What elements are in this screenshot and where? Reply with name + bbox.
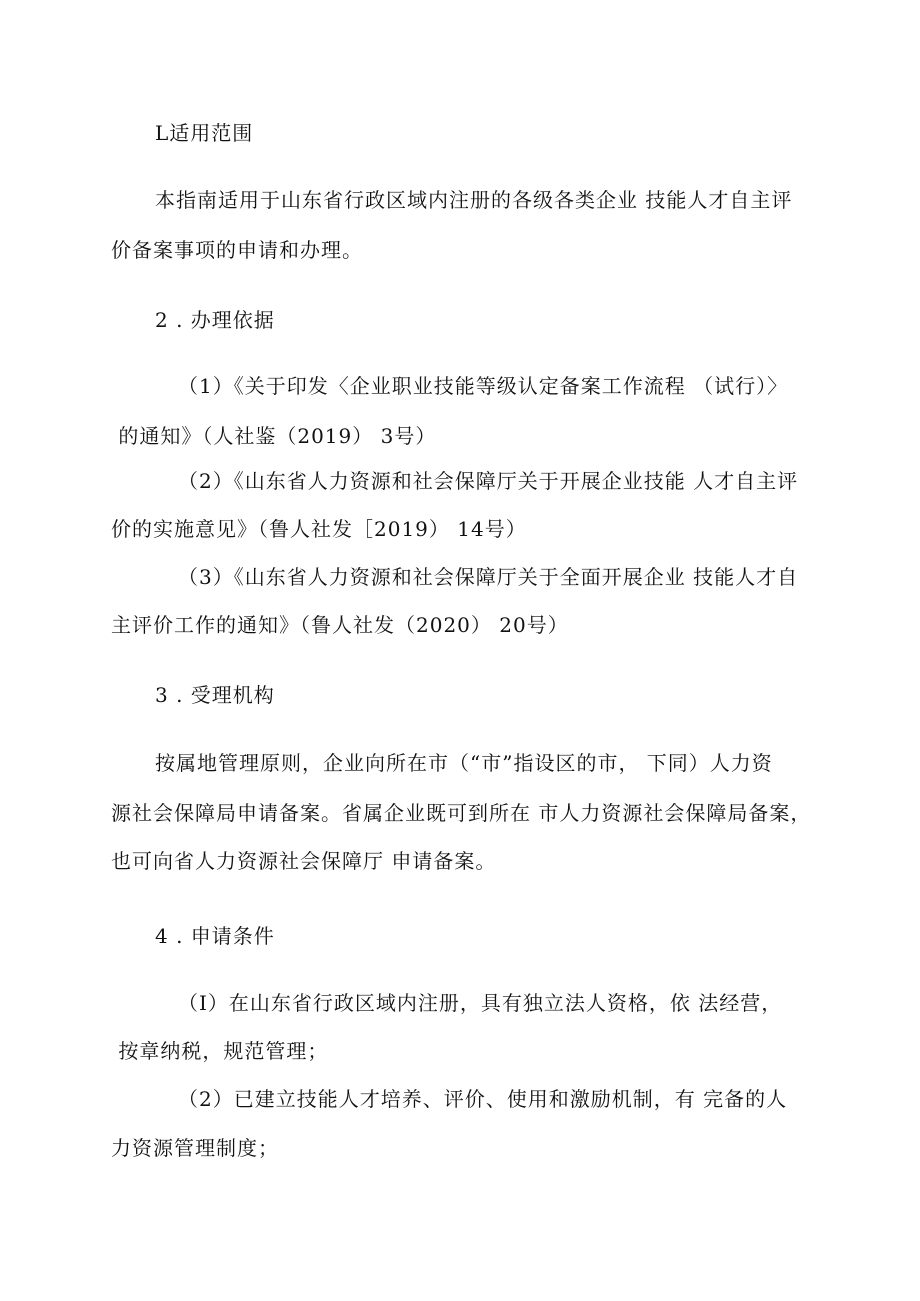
condition-2-line-2: 力资源管理制度； xyxy=(111,1136,279,1160)
section-heading-basis: 2 . 办理依据 xyxy=(155,308,275,332)
condition-1-line-1: （I）在山东省行政区域内注册，具有独立法人资格，依 法经营， xyxy=(178,991,783,1015)
section-heading-conditions: 4 . 申请条件 xyxy=(155,924,275,948)
basis-item-3-line-1: （3）《山东省人力资源和社会保障厅关于全面开展企业 技能人才自 xyxy=(178,565,799,589)
agency-paragraph-line-2: 源社会保障局申请备案。省属企业既可到所在 市人力资源社会保障局备案， xyxy=(111,801,812,825)
scope-paragraph-line-2: 价备案事项的申请和办理。 xyxy=(111,238,363,262)
agency-paragraph-line-3: 也可向省人力资源社会保障厅 申请备案。 xyxy=(111,849,497,873)
basis-item-1-line-2: 的通知》（人社鉴（2019） 3号） xyxy=(111,424,437,448)
condition-2-line-1: （2）已建立技能人才培养、评价、使用和激励机制，有 完备的人 xyxy=(178,1087,788,1111)
scope-paragraph-line-1: 本指南适用于山东省行政区域内注册的各级各类企业 技能人才自主评 xyxy=(155,188,793,212)
basis-item-2-line-2: 价的实施意见》（鲁人社发［2019） 14号） xyxy=(111,517,527,541)
section-heading-agency: 3 . 受理机构 xyxy=(155,683,275,707)
basis-item-2-line-1: （2）《山东省人力资源和社会保障厅关于开展企业技能 人才自主评 xyxy=(178,469,799,493)
agency-paragraph-line-1: 按属地管理原则，企业向所在市（“市”指设区的市， 下同）人力资 xyxy=(155,751,773,775)
section-heading-scope: L适用范围 xyxy=(155,121,254,145)
basis-item-1-line-1: （1）《关于印发〈企业职业技能等级认定备案工作流程 （试行）〉 xyxy=(178,374,789,398)
condition-1-line-2: 按章纳税，规范管理； xyxy=(111,1039,329,1063)
basis-item-3-line-2: 主评价工作的通知》（鲁人社发（2020） 20号） xyxy=(111,613,569,637)
